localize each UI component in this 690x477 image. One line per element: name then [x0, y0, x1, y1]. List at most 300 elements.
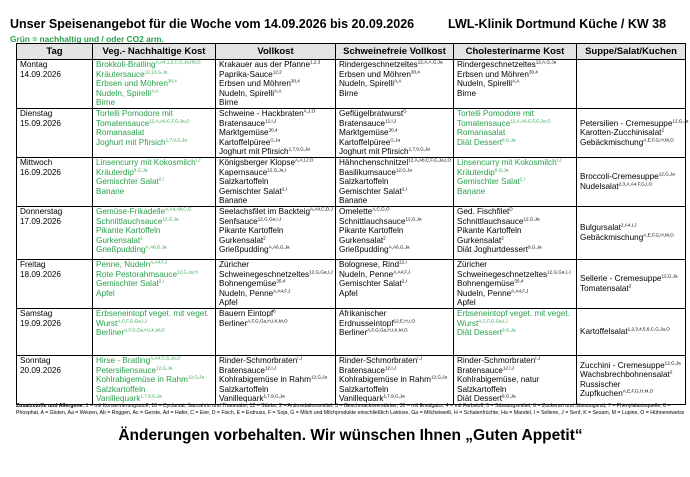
dish-line: [339, 138, 453, 148]
dish-line: [339, 207, 453, 217]
weekday-label: Donnerstag: [20, 206, 63, 216]
dish-name: Schweine - Hackbraten: [219, 109, 304, 118]
dish-name: Brokkoli-Bratling: [96, 60, 156, 69]
allergen-codes: 6: [273, 308, 276, 314]
dish-name: Bratensauce: [339, 118, 385, 128]
dish-name: Marktgemüse: [339, 128, 389, 138]
allergen-codes: 1,2,3: [310, 59, 321, 65]
dish-name: Gemischter Salat: [339, 279, 402, 289]
dish-name: Salzkartoffeln: [219, 384, 269, 394]
allergen-codes: 12,I,J: [384, 365, 397, 370]
dish-name: Vanillequark: [96, 394, 141, 404]
dish-name: Hähnchenschnitzel: [339, 157, 409, 167]
dish-name: Kohlrabigemüse in Rahm: [96, 375, 188, 385]
allergen-codes: 30,4: [514, 278, 524, 284]
dish-name: Tomatensauce: [96, 118, 150, 128]
dish-name: Schweinegeschnetzeltes: [457, 269, 548, 279]
menu-cell-soup-salad-cake: [577, 259, 686, 308]
dish-name: Bulgursalat: [580, 223, 621, 233]
allergen-codes: A,A: [274, 88, 282, 94]
dish-line: [457, 217, 576, 227]
dish-name: Gebäckmischung: [580, 232, 644, 242]
dish-name: Rinder-Schmorbraten: [339, 355, 418, 365]
dish-name: Basilikumsauce: [339, 167, 396, 177]
allergen-codes: 9,G,Ja: [502, 393, 516, 399]
dish-line: [457, 177, 576, 187]
dish-name: Bratensauce: [339, 365, 385, 375]
menu-cell-pork-free: [336, 308, 454, 355]
dish-line: [339, 196, 453, 206]
dish-line: [96, 279, 215, 289]
day-cell: [17, 355, 93, 404]
dish-name: Birne: [219, 98, 239, 108]
menu-cell-vegetarian: [93, 157, 216, 206]
dish-name: Gemüse-Frikadelle: [96, 206, 166, 216]
dish-name: Salzkartoffeln: [339, 384, 389, 394]
allergen-codes: 1,7,9,G,Ja: [408, 146, 430, 152]
allergen-codes: 12,G,Ga,I,J: [547, 269, 571, 275]
dish-name: Bauern Eintopf: [219, 308, 274, 318]
dish-line: [96, 158, 215, 168]
dish-line: [339, 79, 453, 89]
menu-cell-pork-free: [336, 109, 454, 158]
dish-name: Romanasalat: [457, 128, 506, 138]
dish-line: [457, 375, 576, 385]
allergen-codes: 2,I: [401, 186, 407, 192]
dish-name: Salzkartoffeln: [339, 177, 389, 187]
menu-cell-full-diet: [216, 308, 336, 355]
day-cell: [17, 157, 93, 206]
allergen-codes: A,A6,G,Ja: [388, 244, 410, 250]
allergen-codes: 2: [661, 127, 665, 133]
dish-name: Salzkartoffeln: [219, 177, 269, 187]
allergen-codes: 12,I,J: [264, 118, 277, 124]
dish-line: [219, 177, 335, 187]
column-header-low-cholesterol: Cholesterinarme Kost: [454, 44, 577, 60]
allergen-codes: A,A,I,J,O: [295, 157, 314, 163]
footnote-label: Zusatzstoffe und Allergene:: [16, 403, 85, 409]
date-label: 17.09.2026: [20, 216, 61, 226]
dish-line: [580, 274, 685, 284]
weekday-label: Montag: [20, 60, 48, 69]
menu-cell-low-cholesterol: [454, 206, 577, 259]
allergen-codes: A,A: [394, 78, 402, 84]
dish-name: Zucchini - Cremesuppe: [580, 360, 665, 370]
dish-name: Diät Joghurtdessert: [457, 245, 528, 255]
allergen-codes: 12,G,Ja: [661, 273, 678, 279]
dish-name: Diät Dessert: [457, 328, 503, 338]
dish-name: Nudeln, Spirelli: [339, 79, 395, 89]
dish-line: [219, 245, 335, 255]
dish-name: Pikante Kartoffeln: [339, 226, 404, 236]
allergen-codes: A,A4,F,J: [150, 259, 168, 265]
dish-name: Sellerie - Cremesuppe: [580, 274, 662, 284]
dish-line: [219, 89, 335, 99]
dish-line: [219, 226, 335, 236]
additives-footnote: [16, 403, 685, 417]
allergen-codes: 12,2: [272, 69, 282, 75]
dish-line: [580, 118, 689, 129]
allergen-codes: G,Ja: [390, 137, 400, 143]
dish-line: [457, 245, 576, 255]
dish-line: [457, 226, 576, 236]
allergen-codes: 12,I,J: [264, 365, 277, 370]
dish-name: Ged. Fischfilet: [457, 206, 510, 216]
dish-line: [457, 187, 576, 197]
dish-name: Kartoffelpüree: [339, 137, 391, 147]
kitchen-label: LWL-Klinik Dortmund Küche / KW 38: [448, 17, 667, 31]
dish-line: [457, 289, 576, 299]
allergen-codes: 12,G,Ja: [395, 167, 412, 173]
dish-name: Nudeln, Penne: [457, 288, 512, 298]
dish-line: [457, 309, 576, 319]
menu-cell-vegetarian: [93, 206, 216, 259]
allergen-codes: A,A4,F,J: [273, 288, 291, 294]
column-header-pork-free: Schweinefreie Vollkost: [336, 44, 454, 60]
date-label: 20.09.2026: [20, 365, 61, 375]
allergen-codes: 12,I,J: [502, 365, 515, 370]
dish-line: [96, 245, 215, 255]
dish-line: [580, 138, 685, 148]
table-row: [17, 206, 686, 259]
dish-name: Apfel: [457, 298, 476, 308]
allergen-codes: 12,G,Ja,H: [177, 269, 198, 275]
dish-line: [96, 138, 215, 148]
dish-line: [219, 217, 335, 227]
allergen-codes: A,A4,C,G,Ja,O: [150, 355, 181, 361]
allergen-codes: 12,G,Ja: [658, 171, 675, 177]
dish-name: Nudeln, Penne: [219, 288, 274, 298]
dish-name: Apfel: [219, 298, 238, 308]
dish-line: [219, 319, 335, 329]
dish-name: Gebäckmischung: [580, 137, 644, 147]
allergen-codes: 12,G,Ja: [187, 374, 205, 380]
day-cell: [17, 109, 93, 158]
allergen-codes: 2: [628, 283, 632, 289]
allergen-codes: A,A4,C,D,J: [310, 206, 333, 212]
dish-name: Penne, Nudeln: [96, 259, 151, 269]
dish-name: Züricher: [219, 259, 250, 269]
allergen-codes: 12,G,Ga,I,J: [309, 269, 333, 275]
day-cell: [17, 60, 93, 109]
dish-name: Gemischter Salat: [339, 186, 402, 196]
allergen-codes: 12,G,Ja: [405, 216, 422, 222]
allergen-codes: 30,4: [410, 69, 420, 75]
dish-name: Vanillequark: [339, 394, 384, 404]
dish-line: [219, 98, 335, 108]
dish-name: Berliner: [339, 328, 368, 338]
allergen-codes: 9,G,Ja: [133, 167, 148, 173]
menu-cell-full-diet: [216, 259, 336, 308]
allergen-codes: A,A4,Ab,C,G: [165, 206, 192, 212]
allergen-codes: I,J: [535, 355, 541, 361]
allergen-codes: 2: [140, 235, 143, 241]
allergen-codes: I,J: [417, 355, 423, 361]
allergen-codes: 30,4: [268, 127, 278, 133]
dish-name: Seelachsfilet im Backteig: [219, 206, 311, 216]
dish-line: [339, 187, 453, 197]
dish-name: Birne: [339, 88, 359, 98]
dish-line: [457, 119, 576, 129]
menu-cell-pork-free: [336, 259, 454, 308]
dish-line: [219, 109, 335, 119]
dish-line: [457, 356, 576, 366]
dish-name: Banane: [219, 196, 248, 206]
table-row: [17, 109, 686, 158]
dish-name: Linsencurry mit Kokosmilch: [96, 157, 196, 167]
weekly-menu-table: [16, 43, 689, 405]
menu-cell-low-cholesterol: [454, 259, 577, 308]
allergen-codes: 1,7,9,G,Ja: [165, 137, 187, 143]
dish-line: [339, 375, 453, 385]
dish-name: Erbseneintopf veget. mit veget.: [457, 308, 570, 318]
menu-cell-full-diet: [216, 60, 336, 109]
dish-name: Banane: [96, 186, 125, 196]
allergen-codes: 12,13,G,Ja: [144, 69, 168, 75]
dish-name: Birne: [96, 98, 116, 108]
dish-line: [219, 187, 335, 197]
dish-line: [339, 168, 453, 178]
dish-name: Salzkartoffeln: [96, 384, 146, 394]
allergen-codes: 2: [263, 235, 266, 241]
dish-line: [96, 98, 215, 108]
allergen-codes: 9,G,Ja: [528, 244, 542, 250]
dish-name: Gemischter Salat: [457, 177, 520, 187]
dish-line: [96, 207, 215, 217]
allergen-codes: 2,I: [519, 176, 525, 182]
table-row: [17, 60, 686, 109]
allergen-codes: 30,4: [290, 78, 300, 84]
dish-line: [219, 375, 335, 385]
dish-line: [457, 298, 576, 308]
date-label: 19.09.2026: [20, 318, 61, 328]
dish-line: [580, 370, 685, 380]
dish-name: Erdnusseintopf: [339, 318, 394, 328]
dish-name: Joghurt mit Pfirsich: [96, 137, 166, 147]
dish-name: Russischer: [580, 379, 621, 389]
dish-name: Rinder-Schmorbraten: [457, 355, 536, 365]
page-title: Unser Speisenangebot für die Woche vom 14.09.2026 bis 20.09.2026: [10, 17, 415, 31]
dish-name: Paprika-Sauce: [219, 69, 273, 79]
allergen-codes: 12,I,J: [384, 118, 397, 124]
allergen-codes: 9,G,Ja: [494, 167, 509, 173]
dish-line: [219, 289, 335, 299]
dish-name: Gemischter Salat: [96, 279, 159, 289]
dish-name: Broccoli-Cremesuppe: [580, 172, 659, 182]
dish-line: [457, 319, 576, 329]
dish-name: Diät Dessert: [457, 137, 503, 147]
allergen-codes: A,A4,F,J: [393, 269, 411, 275]
footnote-text: 1 = mit Konservierungsstoff, 10 = Cyclamat, Saccahrin und Thaumatin, 12 = Stärke, 2 = Antioxidationsmittel, 3 = Geschmacksverstärker, 30 = mit Emulgator, 4 = mit Farbstoff, 5 = Süssungsmittel, 6 = Zuckerart und Süssungsmit, 7 = Phenylalaninquelle, 8 = Phosphat, A = Gluten, Aa = Weizen, Ab = Roggen, Ac = Gerste, Ad = Hafer, C = Eier, D = Fisch, E = Erdnuss, F = Soja, G = Milch und Milchprodukte einschließlich Laktose, Ga = Milcheiweiß, H = Schalenfrüchte, Ha = Mandel, I = Sellerie, J = Senf, K = Sesam, M = Lupine, O = Hühnereiweiss: [16, 403, 685, 416]
dish-name: Petersilien - Cremesuppe: [580, 118, 673, 128]
allergen-codes: A,E,F,G,H,M,O: [643, 232, 674, 238]
dish-name: Züricher: [457, 259, 488, 269]
dish-line: [457, 236, 576, 246]
menu-cell-vegetarian: [93, 60, 216, 109]
dish-name: Schnittlauchsauce: [457, 216, 524, 226]
menu-cell-pork-free: [336, 355, 454, 404]
dish-name: Petersiliensauce: [96, 365, 157, 375]
date-label: 14.09.2026: [20, 69, 61, 79]
dish-line: [219, 298, 335, 308]
dish-name: Grießpudding: [339, 245, 389, 255]
date-label: 15.09.2026: [20, 118, 61, 128]
menu-cell-soup-salad-cake: [577, 60, 686, 109]
allergen-codes: 12,G,Ja: [430, 374, 448, 380]
menu-cell-soup-salad-cake: [577, 355, 686, 404]
dish-line: [96, 168, 215, 178]
menu-cell-low-cholesterol: [454, 157, 577, 206]
dish-name: Kräuterdip: [96, 167, 134, 177]
allergen-codes: 12,G,Ja: [162, 216, 179, 222]
allergen-codes: 12,A,G,Ja: [535, 59, 557, 65]
dish-name: Tomatensauce: [457, 118, 511, 128]
dish-name: Nudeln, Spirelli: [457, 79, 513, 89]
allergen-codes: 2,I: [158, 278, 164, 284]
dish-line: [580, 233, 685, 243]
dish-line: [339, 289, 453, 299]
allergen-codes: A,A4,F,J: [511, 288, 529, 294]
allergen-codes: A,A: [512, 78, 520, 84]
allergen-codes: 2: [501, 235, 504, 241]
allergen-codes: 12,A,Ab,C,F,G,Ja,I,O: [408, 157, 452, 163]
allergen-codes: A,F,G,Ga,H,I,K,M,O: [247, 318, 288, 323]
dish-line: [339, 217, 453, 227]
dish-name: Joghurt mit Pfirsich: [339, 147, 409, 157]
dish-line: [580, 389, 685, 399]
allergen-codes: 2,I: [281, 186, 287, 192]
dish-line: [457, 168, 576, 178]
dish-line: [219, 147, 335, 157]
allergen-codes: A,A: [151, 88, 159, 94]
menu-cell-low-cholesterol: [454, 109, 577, 158]
menu-cell-soup-salad-cake: [577, 308, 686, 355]
dish-name: Bratensauce: [219, 118, 265, 128]
column-header-vegetarian: Veg.- Nachhaltige Kost: [93, 44, 216, 60]
allergen-codes: A,J,O: [303, 108, 316, 114]
allergen-codes: 30,4: [388, 127, 398, 133]
dish-name: Banane: [457, 186, 486, 196]
dish-line: [457, 138, 576, 148]
allergen-codes: 2,I: [158, 176, 164, 182]
dish-name: Kräutersauce: [96, 69, 145, 79]
dish-name: Grießpudding: [96, 245, 146, 255]
dish-name: Gurkensalat: [96, 235, 141, 245]
dish-line: [457, 328, 576, 338]
dish-line: [219, 138, 335, 148]
weekday-label: Mittwoch: [20, 157, 53, 167]
dish-line: [96, 187, 215, 197]
dish-name: Wurst: [96, 318, 118, 328]
dish-name: Zupfkuchen: [580, 389, 623, 399]
dish-name: Karotten-Zucchinisalat: [580, 128, 662, 138]
table-header-row: [17, 44, 686, 60]
menu-cell-vegetarian: [93, 109, 216, 158]
dish-name: Bolognese, Rind: [339, 259, 400, 269]
dish-name: Gurkensalat: [339, 235, 384, 245]
dish-name: Kohlrabigemüse in Rahm: [219, 375, 311, 385]
allergen-codes: A,F,G,Ga,H,I,K,M,O: [367, 327, 408, 333]
dish-name: Rote Pestorahmsauce: [96, 269, 178, 279]
dish-name: Schnittlauchsauce: [96, 216, 163, 226]
allergen-codes: 1,7,9,G,Ja: [288, 146, 310, 152]
weekday-label: Dienstag: [20, 109, 53, 118]
menu-cell-vegetarian: [93, 308, 216, 355]
dish-name: Linsencurry mit Kokosmilch: [457, 157, 557, 167]
allergen-codes: A,E,F,G,H,M,O: [643, 137, 674, 143]
allergen-codes: A,A6,G,Ja: [145, 244, 167, 250]
allergen-codes: 9,G,Ja: [502, 327, 516, 333]
dish-name: Vanillequark: [219, 394, 264, 404]
dish-line: [339, 177, 453, 187]
dish-name: Gemischter Salat: [219, 186, 282, 196]
allergen-codes: G,Ja: [270, 137, 280, 143]
dish-name: Rindergeschnetzeltes: [457, 60, 536, 69]
dish-line: [96, 309, 215, 319]
dish-line: [96, 119, 215, 129]
allergen-codes: G: [403, 108, 407, 114]
dish-name: Bohnengemüse: [457, 279, 515, 289]
dish-line: [96, 226, 215, 236]
dish-name: Hirse - Bratling: [96, 355, 151, 365]
dish-name: Erbsen und Möhren: [457, 69, 529, 79]
dish-line: [339, 226, 453, 236]
dish-name: Joghurt mit Pfirsich: [219, 147, 289, 157]
menu-cell-soup-salad-cake: [577, 109, 689, 158]
allergen-codes: 2: [669, 369, 673, 375]
dish-line: [339, 60, 453, 70]
menu-cell-vegetarian: [93, 355, 216, 404]
dish-line: [339, 270, 453, 280]
green-legend: Grün = nachhaltig und / oder CO2 arm.: [10, 34, 164, 44]
dish-name: Diät Dessert: [457, 394, 503, 404]
allergen-codes: 9,G,Ja: [502, 137, 516, 143]
column-header-day: Tag: [17, 44, 93, 60]
allergen-codes: A,C,F,G,Ga,I,J: [478, 318, 508, 323]
table-row: [17, 355, 686, 404]
dish-name: Königsberger Klopse: [219, 157, 296, 167]
table-row: [17, 259, 686, 308]
closing-message: Änderungen vorbehalten. Wir wünschen Ihnen „Guten Appetit“: [118, 427, 583, 444]
menu-cell-low-cholesterol: [454, 308, 577, 355]
menu-cell-full-diet: [216, 109, 336, 158]
dish-name: Salzkartoffeln: [457, 384, 507, 394]
menu-cell-soup-salad-cake: [577, 157, 686, 206]
allergen-codes: I,J: [556, 157, 562, 163]
menu-cell-vegetarian: [93, 259, 216, 308]
allergen-codes: 2,3,A,A4,F,G,I,O: [618, 181, 653, 187]
menu-cell-full-diet: [216, 355, 336, 404]
allergen-codes: I,J: [297, 355, 303, 361]
dish-name: Berliner: [96, 328, 125, 338]
allergen-codes: 12,A,A,G,Ja: [417, 59, 443, 65]
dish-name: Tortelli Pomodore mit: [457, 109, 534, 118]
dish-line: [96, 70, 215, 80]
dish-name: Tortelli Pomodore mit: [96, 109, 173, 118]
dish-name: Banane: [339, 196, 368, 206]
table-row: [17, 308, 686, 355]
dish-line: [96, 375, 215, 385]
allergen-codes: 12,G,Ja: [310, 374, 328, 380]
dish-name: Berliner: [219, 318, 248, 328]
dish-line: [96, 128, 215, 138]
allergen-codes: A,A6,G,Ja: [268, 244, 290, 250]
dish-line: [339, 89, 453, 99]
dish-name: Kräuterdip: [457, 167, 495, 177]
allergen-codes: 12,G,Ga,I,J: [257, 216, 282, 222]
dish-name: Krakauer aus der Pfanne: [219, 60, 311, 69]
allergen-codes: A,F,G,Ga,H,I,K,M,O: [124, 327, 165, 333]
